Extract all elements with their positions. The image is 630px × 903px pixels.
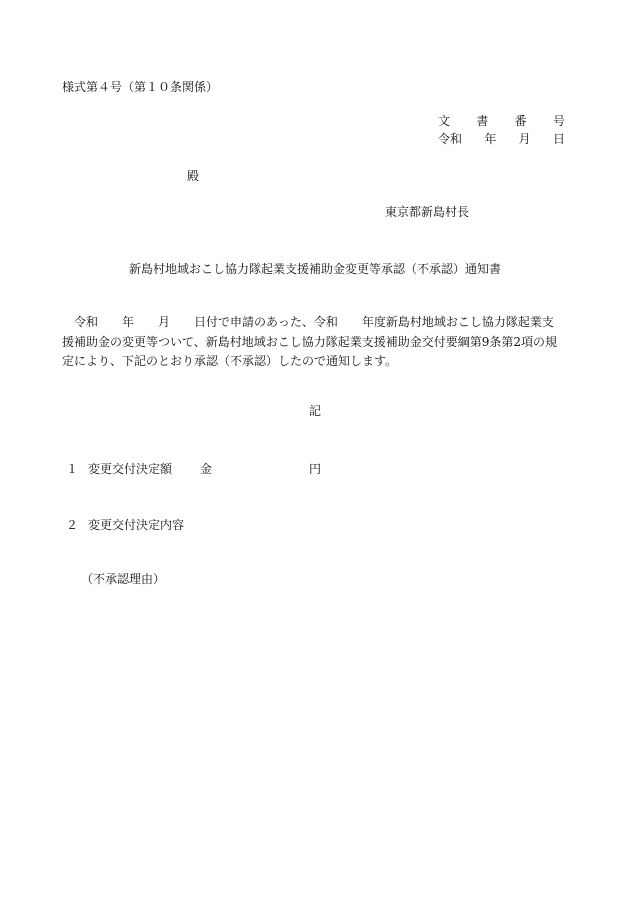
date-month: 月: [518, 132, 531, 146]
date-day: 日: [552, 132, 565, 146]
item1-label: 変更交付決定額: [88, 462, 173, 476]
body-line: 定により、下記のとおり承認（不承認）したので通知します。: [62, 354, 398, 368]
document-number-char: 号: [552, 114, 565, 128]
date-year: 年: [484, 132, 497, 146]
addressee: 殿: [187, 169, 200, 183]
item2-number: ２: [66, 518, 79, 532]
item1-yen: 円: [309, 462, 322, 476]
ki-heading: 記: [309, 404, 322, 418]
form-number: 様式第４号（第１０条関係）: [62, 80, 219, 94]
body-line: 令和 年 月 日付で申請のあった、令和 年度新島村地域おこし協力隊起業支: [62, 315, 554, 329]
document-number-char: 番: [514, 114, 527, 128]
body-text: [62, 313, 577, 372]
date-era: 令和: [438, 132, 463, 146]
item1-kin: 金: [200, 462, 213, 476]
document-number-char: 書: [476, 114, 489, 128]
document-date: [438, 131, 565, 147]
document-title: 新島村地域おこし協力隊起業支援補助金変更等承認（不承認）通知書: [128, 262, 501, 276]
item2-label: 変更交付決定内容: [88, 518, 185, 532]
issuer: 東京都新島村長: [385, 205, 470, 219]
document-number: [438, 113, 565, 129]
body-line: 援補助金の変更等ついて、新島村地域おこし協力隊起業支援補助金交付要綱第9条第2項の規: [62, 334, 558, 349]
document-number-char: 文: [438, 114, 451, 128]
item1-number: １: [66, 462, 79, 476]
reason-label: （不承認理由）: [81, 572, 166, 586]
